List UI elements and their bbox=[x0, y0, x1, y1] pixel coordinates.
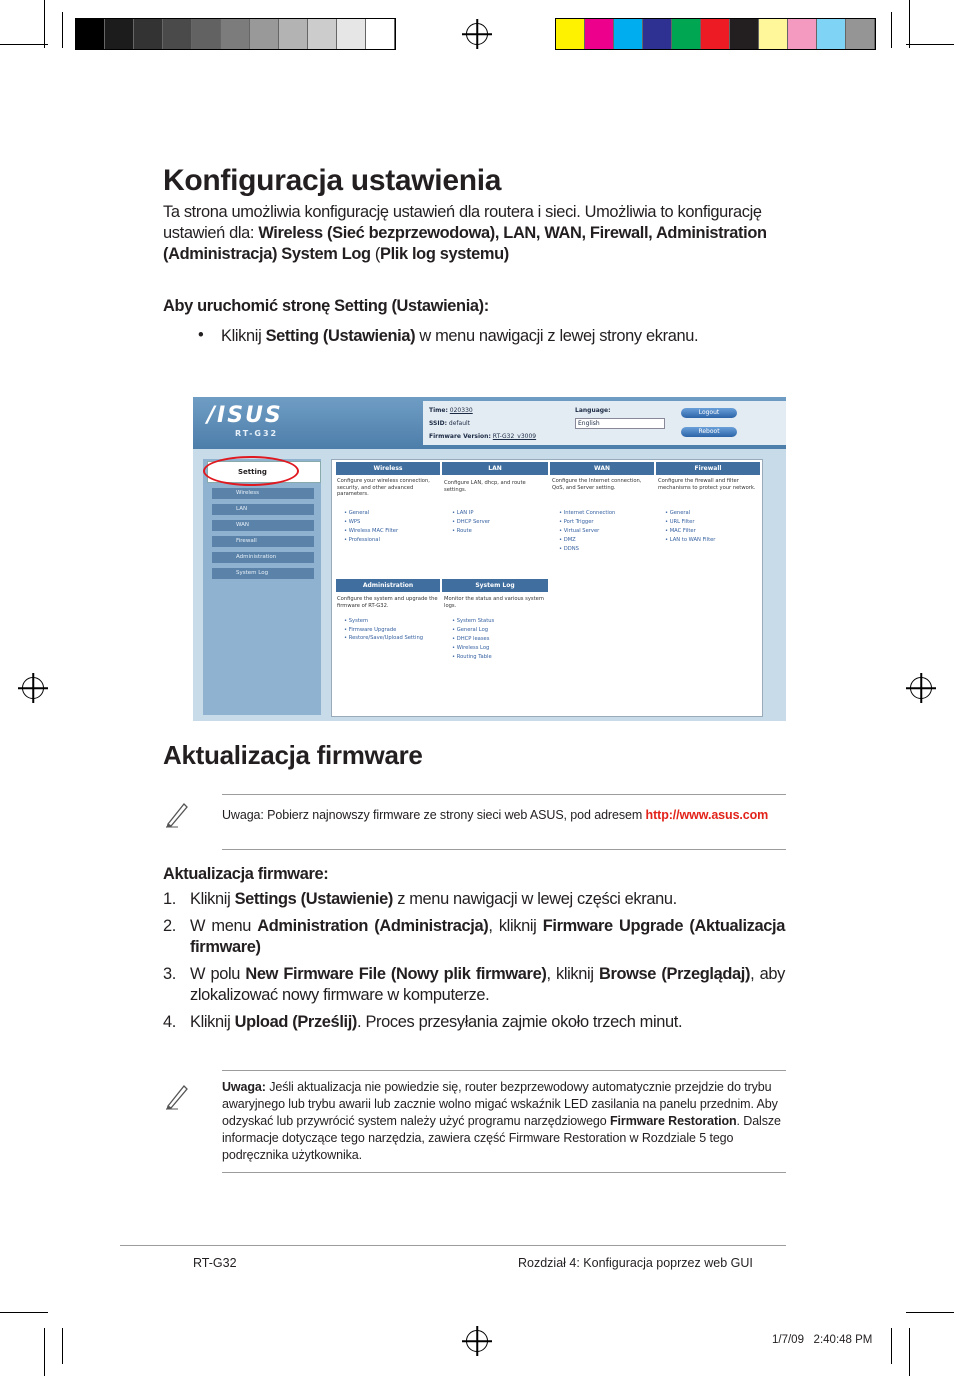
logout-button[interactable]: Logout bbox=[681, 408, 737, 418]
link-list bbox=[559, 509, 615, 554]
section-title: Konfiguracja ustawienia bbox=[163, 164, 502, 197]
gray-swatch bbox=[76, 19, 105, 49]
link-list bbox=[452, 509, 490, 536]
step-text: Kliknij bbox=[190, 890, 235, 908]
registration-mark-icon bbox=[910, 677, 932, 699]
step-bold: Browse (Przeglądaj) bbox=[598, 965, 751, 983]
menu-item-lan[interactable]: LAN bbox=[212, 504, 314, 515]
ssid-value: default bbox=[448, 420, 471, 427]
list-item[interactable]: • DMZ bbox=[559, 537, 576, 543]
step-number: 1. bbox=[163, 890, 176, 908]
color-swatch bbox=[701, 19, 730, 49]
column-header: LAN bbox=[442, 462, 548, 475]
list-item[interactable]: • Professional bbox=[344, 537, 380, 543]
column-description: Configure the firewall and filter mechanisms to protect your network. bbox=[658, 478, 756, 491]
column-header: Administration bbox=[336, 579, 440, 592]
step-text: , kliknij bbox=[488, 917, 543, 935]
menu-item-administration[interactable]: Administration bbox=[212, 552, 314, 563]
registration-mark-icon bbox=[22, 677, 44, 699]
color-swatch bbox=[730, 19, 759, 49]
list-item[interactable]: • LAN to WAN Filter bbox=[665, 537, 716, 543]
pencil-note-icon bbox=[164, 1080, 190, 1110]
list-item[interactable]: • Virtual Server bbox=[559, 528, 600, 534]
router-gui-screenshot bbox=[193, 397, 786, 721]
step-number: 2. bbox=[163, 917, 176, 935]
color-swatch bbox=[585, 19, 614, 49]
note-body: Uwaga: Pobierz najnowszy firmware ze strony sieci web ASUS, pod adresem bbox=[222, 808, 646, 822]
menu-item-wireless[interactable]: Wireless bbox=[212, 488, 314, 499]
gray-swatch bbox=[134, 19, 163, 49]
note-divider bbox=[222, 794, 786, 795]
print-timestamp: 1/7/09 2:40:48 PM bbox=[772, 1334, 873, 1346]
steps-list bbox=[163, 889, 785, 1039]
column-header: Wireless bbox=[336, 462, 440, 475]
list-item[interactable]: • DDNS bbox=[559, 546, 579, 552]
step-text: . Proces przesyłania zajmie około trzech minut. bbox=[357, 1013, 683, 1031]
gray-swatch bbox=[366, 19, 395, 49]
color-swatch bbox=[846, 19, 875, 49]
intro-paragraph bbox=[163, 202, 787, 265]
pencil-note-icon bbox=[164, 798, 190, 828]
list-item[interactable]: • DHCP Server bbox=[452, 519, 491, 525]
step-text: , kliknij bbox=[546, 965, 599, 983]
link-list bbox=[452, 617, 494, 662]
color-swatch bbox=[759, 19, 788, 49]
menu-item-wan[interactable]: WAN bbox=[212, 520, 314, 531]
grayscale-color-bar bbox=[75, 18, 396, 50]
column-header: Firewall bbox=[656, 462, 760, 475]
link-list bbox=[665, 509, 715, 545]
section-title: Aktualizacja firmware bbox=[163, 740, 423, 770]
crop-mark bbox=[909, 0, 910, 48]
asus-logo: /ISUS bbox=[207, 403, 283, 428]
intro-bold: System Log bbox=[281, 245, 371, 263]
step-bold: Firmware Upgrade (Aktualizacja firmware) bbox=[190, 917, 785, 956]
list-item[interactable]: • Firmware Upgrade bbox=[344, 627, 397, 633]
column-description: Configure the Internet connection, QoS, and Server setting. bbox=[552, 478, 642, 491]
color-swatch bbox=[817, 19, 846, 49]
footer-left: RT-G32 bbox=[193, 1256, 237, 1270]
list-item[interactable]: • Route bbox=[452, 528, 472, 534]
footer-rule bbox=[120, 1245, 786, 1246]
list-item[interactable]: • System Status bbox=[452, 618, 495, 624]
setting-label: Setting bbox=[238, 468, 267, 476]
language-value: English bbox=[578, 420, 600, 427]
list-item[interactable]: • DHCP leases bbox=[452, 636, 490, 642]
list-item[interactable]: • General bbox=[344, 510, 370, 516]
list-item[interactable]: • General Log bbox=[452, 627, 489, 633]
list-item[interactable]: • Routing Table bbox=[452, 654, 492, 660]
list-item[interactable]: • Restore/Save/Upload Setting bbox=[344, 635, 424, 641]
note-divider bbox=[222, 1172, 786, 1173]
step-bold: Upload (Prześlij) bbox=[234, 1013, 358, 1031]
link-list bbox=[344, 617, 424, 642]
color-swatch bbox=[788, 19, 817, 49]
note-body: . Dalsze informacje dotyczące tego narzędzia, zawiera część Firmware Restoration w Rozdziale 5 tego podręcznika użytkownika. bbox=[222, 1114, 781, 1162]
step-bold: New Firmware File (Nowy plik firmware) bbox=[245, 965, 547, 983]
note-divider bbox=[222, 849, 786, 850]
column-header: WAN bbox=[550, 462, 654, 475]
step-number: 3. bbox=[163, 965, 176, 983]
intro-bold: Wireless (Sieć bezprzewodowa), LAN, WAN, Firewall, Administration (Administracja) bbox=[163, 224, 767, 263]
list-item[interactable]: • System bbox=[344, 618, 369, 624]
color-swatch bbox=[672, 19, 701, 49]
note-body: Jeśli aktualizacja nie powiedzie się, router bezprzewodowy automatycznie przejdzie do trybu awaryjnego lub trybu awarii lub zacznie wolno migać wskaźnik LED zasilania na panelu przednim. Aby odzyskać lub przywrócić system należy użyć programu narzędziowego bbox=[222, 1080, 778, 1128]
bullet-bold: Setting (Ustawienia) bbox=[265, 327, 416, 345]
step-text: Kliknij bbox=[190, 1013, 235, 1031]
crop-mark bbox=[0, 1312, 48, 1313]
list-item[interactable]: • Internet Connection bbox=[559, 510, 616, 516]
time-value: 020330 bbox=[449, 407, 473, 414]
step-text: z menu nawigacji w lewej części ekranu. bbox=[392, 890, 677, 908]
gray-swatch bbox=[279, 19, 308, 49]
intro-bold: Plik log systemu) bbox=[380, 245, 509, 263]
crop-mark bbox=[891, 12, 892, 48]
gray-swatch bbox=[221, 19, 250, 49]
crop-mark bbox=[62, 1328, 63, 1364]
crop-mark bbox=[44, 1328, 45, 1376]
registration-mark-icon bbox=[466, 1330, 488, 1352]
note-text bbox=[222, 1079, 784, 1164]
list-item[interactable]: • Wireless Log bbox=[452, 645, 490, 651]
column-description: Configure LAN, dhcp, and route settings. bbox=[444, 480, 526, 493]
link-list bbox=[344, 509, 398, 545]
time-label: Time: bbox=[429, 407, 448, 414]
list-item[interactable]: • General bbox=[665, 510, 691, 516]
step-number: 4. bbox=[163, 1013, 176, 1031]
gray-swatch bbox=[105, 19, 134, 49]
list-item[interactable]: • LAN IP bbox=[452, 510, 474, 516]
firmware-label: Firmware Version: bbox=[429, 433, 491, 440]
gui-model: RT-G32 bbox=[235, 429, 279, 438]
bullet-item bbox=[198, 326, 778, 347]
crop-mark bbox=[62, 12, 63, 48]
list-item[interactable]: • URL Filter bbox=[665, 519, 695, 525]
note-divider bbox=[222, 1070, 786, 1071]
crop-mark bbox=[0, 44, 48, 45]
step-text: , aby zlokalizować nowy firmware w komputerze. bbox=[190, 965, 786, 1004]
subheading: Aby uruchomić stronę Setting (Ustawienia): bbox=[163, 297, 489, 315]
step-text: W polu bbox=[190, 965, 246, 983]
reboot-button[interactable]: Reboot bbox=[681, 427, 737, 437]
intro-text: Ta strona umożliwia konfigurację ustawień dla routera i sieci. Umożliwia to konfigurację ustawień dla: bbox=[163, 203, 762, 242]
ssid-label: SSID: bbox=[429, 420, 447, 427]
step-text: W menu bbox=[190, 917, 258, 935]
list-item[interactable]: • MAC Filter bbox=[665, 528, 696, 534]
gray-swatch bbox=[163, 19, 192, 49]
menu-item-firewall[interactable]: Firewall bbox=[212, 536, 314, 547]
subheading: Aktualizacja firmware: bbox=[163, 865, 329, 883]
list-item[interactable]: • Port Trigger bbox=[559, 519, 594, 525]
list-item bbox=[163, 964, 785, 1006]
step-bold: Administration (Administracja) bbox=[257, 917, 489, 935]
bullet-text: w menu nawigacji z lewej strony ekranu. bbox=[415, 327, 699, 345]
column-description: Monitor the status and various system logs. bbox=[444, 596, 544, 609]
intro-text: ( bbox=[370, 245, 380, 263]
column-description: Configure your wireless connection, security, and other advanced parameters. bbox=[337, 478, 430, 497]
step-bold: Settings (Ustawienie) bbox=[234, 890, 393, 908]
asus-url-link[interactable]: http://www.asus.com bbox=[645, 808, 769, 822]
color-swatch bbox=[556, 19, 585, 49]
gray-swatch bbox=[192, 19, 221, 49]
crop-mark bbox=[906, 44, 954, 45]
list-item[interactable]: • WPS bbox=[344, 519, 361, 525]
bullet-icon: • bbox=[198, 326, 204, 344]
cmyk-color-bar bbox=[555, 18, 876, 50]
column-description: Configure the system and upgrade the firmware of RT-G32. bbox=[337, 596, 438, 609]
list-item bbox=[163, 916, 785, 958]
color-swatch bbox=[614, 19, 643, 49]
note-label: Uwaga: bbox=[222, 1080, 266, 1094]
color-swatch bbox=[643, 19, 672, 49]
footer-right: Rozdział 4: Konfiguracja poprzez web GUI bbox=[518, 1256, 753, 1270]
firmware-value: RT-G32_v3009 bbox=[492, 433, 537, 440]
list-item[interactable]: • Wireless MAC Filter bbox=[344, 528, 399, 534]
note-bold: Firmware Restoration bbox=[610, 1114, 737, 1128]
note-text bbox=[222, 804, 784, 826]
highlight-circle bbox=[203, 456, 299, 486]
crop-mark bbox=[891, 1328, 892, 1364]
bullet-text: Kliknij bbox=[221, 327, 266, 345]
gray-swatch bbox=[308, 19, 337, 49]
list-item bbox=[163, 889, 785, 910]
language-select[interactable] bbox=[575, 418, 665, 429]
crop-mark bbox=[909, 1328, 910, 1376]
column-header: System Log bbox=[442, 579, 548, 592]
menu-item-system-log[interactable]: System Log bbox=[212, 568, 314, 579]
registration-mark-icon bbox=[466, 23, 488, 45]
gray-swatch bbox=[250, 19, 279, 49]
crop-mark bbox=[44, 0, 45, 48]
list-item bbox=[163, 1012, 785, 1033]
gui-main-panel bbox=[331, 459, 763, 717]
gray-swatch bbox=[337, 19, 366, 49]
crop-mark bbox=[906, 1312, 954, 1313]
language-label: Language: bbox=[575, 407, 611, 414]
